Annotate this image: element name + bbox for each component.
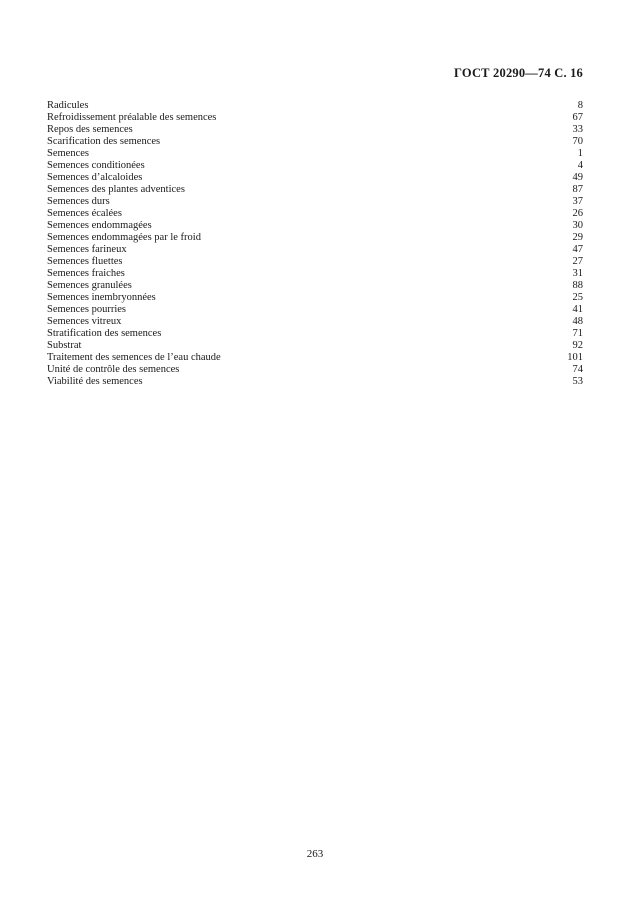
index-entry-page: 53	[572, 376, 583, 387]
index-entry-term: Semences durs	[47, 196, 110, 207]
index-entry-term: Traitement des semences de l’eau chaude	[47, 352, 221, 363]
index-entry-page: 47	[572, 244, 583, 255]
index-entry	[47, 160, 583, 172]
index-entry-page: 37	[572, 196, 583, 207]
index-list	[47, 100, 583, 388]
index-entry-page: 87	[572, 184, 583, 195]
index-entry-page: 71	[572, 328, 583, 339]
index-entry	[47, 172, 583, 184]
index-entry-term: Semences conditionées	[47, 160, 145, 171]
index-entry	[47, 232, 583, 244]
index-entry-term: Semences granulées	[47, 280, 132, 291]
index-entry	[47, 196, 583, 208]
index-entry-page: 48	[572, 316, 583, 327]
index-entry	[47, 316, 583, 328]
index-entry-page: 26	[572, 208, 583, 219]
index-entry-term: Unité de contrôle des semences	[47, 364, 180, 375]
index-entry-page: 49	[572, 172, 583, 183]
index-entry-term: Semences farineux	[47, 244, 127, 255]
page-number: 263	[306, 848, 324, 860]
index-entry	[47, 364, 583, 376]
index-entry-page: 101	[567, 352, 583, 363]
index-entry	[47, 244, 583, 256]
index-entry-term: Semences vitreux	[47, 316, 122, 327]
index-entry	[47, 280, 583, 292]
index-entry-page: 31	[572, 268, 583, 279]
index-entry-page: 33	[572, 124, 583, 135]
index-entry	[47, 136, 583, 148]
index-entry-term: Semences inembryonnées	[47, 292, 156, 303]
index-entry-page: 8	[577, 100, 583, 111]
index-entry	[47, 124, 583, 136]
index-entry	[47, 220, 583, 232]
index-entry-page: 92	[572, 340, 583, 351]
index-entry-term: Semences fraiches	[47, 268, 125, 279]
index-entry-term: Viabilité des semences	[47, 376, 143, 387]
index-entry-page: 29	[572, 232, 583, 243]
index-entry	[47, 376, 583, 388]
index-entry-term: Semences fluettes	[47, 256, 123, 267]
index-entry	[47, 100, 583, 112]
index-entry-page: 1	[577, 148, 583, 159]
index-entry-term: Scarification des semences	[47, 136, 161, 147]
index-entry	[47, 184, 583, 196]
index-entry-term: Radicules	[47, 100, 89, 111]
index-entry-term: Repos des semences	[47, 124, 133, 135]
index-entry-page: 70	[572, 136, 583, 147]
index-entry-term: Semences d’alcaloides	[47, 172, 143, 183]
index-entry-page: 27	[572, 256, 583, 267]
index-entry	[47, 112, 583, 124]
index-entry-page: 88	[572, 280, 583, 291]
index-entry-page: 4	[577, 160, 583, 171]
index-entry-term: Semences pourries	[47, 304, 127, 315]
index-entry	[47, 268, 583, 280]
index-entry	[47, 328, 583, 340]
index-entry-term: Refroidissement préalable des semences	[47, 112, 217, 123]
index-entry-term: Semences des plantes adventices	[47, 184, 185, 195]
index-entry-term: Semences endommagées par le froid	[47, 232, 201, 243]
index-entry-term: Semences endommagées	[47, 220, 152, 231]
index-entry	[47, 292, 583, 304]
index-entry-term: Semences écalées	[47, 208, 122, 219]
index-entry	[47, 352, 583, 364]
index-entry-page: 67	[572, 112, 583, 123]
index-entry	[47, 340, 583, 352]
index-entry-term: Semences	[47, 148, 89, 159]
index-entry	[47, 256, 583, 268]
index-entry	[47, 304, 583, 316]
index-entry-term: Stratification des semences	[47, 328, 162, 339]
page-header-title: ГОСТ 20290—74 С. 16	[454, 66, 583, 80]
index-entry	[47, 148, 583, 160]
index-entry	[47, 208, 583, 220]
index-entry-page: 25	[572, 292, 583, 303]
index-entry-page: 74	[572, 364, 583, 375]
index-entry-page: 30	[572, 220, 583, 231]
index-entry-term: Substrat	[47, 340, 82, 351]
index-entry-page: 41	[572, 304, 583, 315]
